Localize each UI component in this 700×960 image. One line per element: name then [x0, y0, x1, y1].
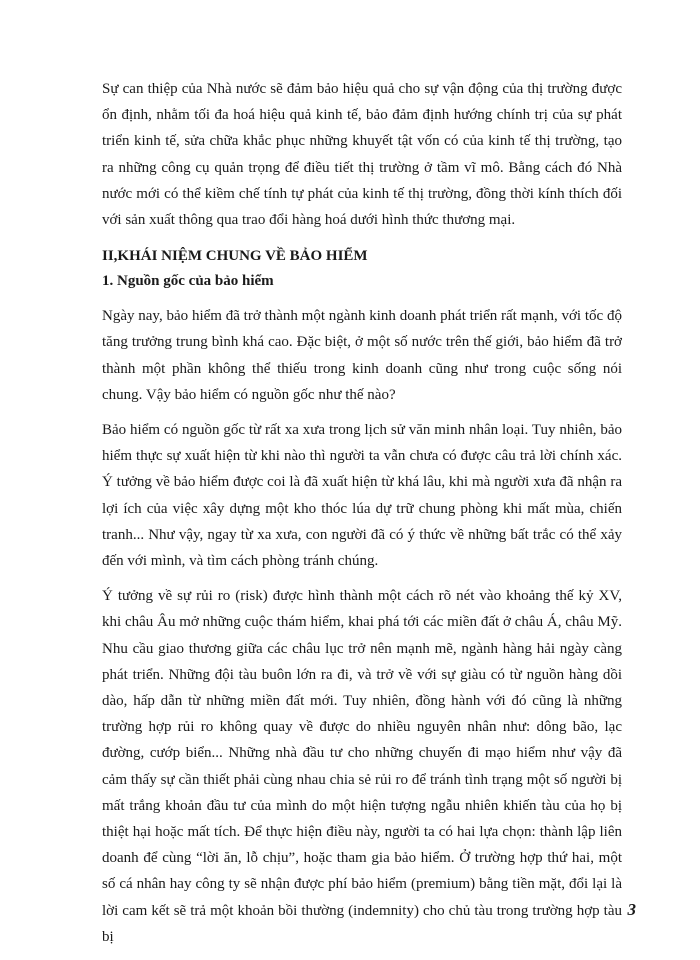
section-heading: II,KHÁI NIỆM CHUNG VỀ BẢO HIỂM — [102, 248, 368, 265]
intro-paragraph: Sự can thiệp của Nhà nước sẽ đảm bảo hiệu quả cho sự vận động của thị trường được ổn định, nhằm tối đa hoá hiệu quả kinh tế, bảo đảm định hướng chính trị của sự phát triển kinh tế, sửa chữa khắc phục những khuyết tật vốn có của kinh tế thị trường, tạo ra những công cụ quản trọng để điều tiết thị trường ở tầm vĩ mô. Bằng cách đó Nhà nước mới có thể kiềm chế tính tự phát của kinh tế thị trường, đồng thời kính thích đối với sản xuất thông qua trao đổi hàng hoá dưới hình thức thương mại. — [102, 81, 622, 229]
body-paragraph-2: Bảo hiểm có nguồn gốc từ rất xa xưa trong lịch sử văn minh nhân loại. Tuy nhiên, bảo hiểm thực sự xuất hiện từ khi nào thì người ta vẫn chưa có được câu trả lời chính xác. Ý tưởng về bảo hiểm được coi là đã xuất hiện từ khá lâu, khi mà người xưa đã nhận ra lợi ích của việc xây dựng một kho thóc lúa dự trữ chung phòng khi mất mùa, chiến tranh... Như vậy, ngay từ xa xưa, con người đã có ý thức về những bất trắc có thể xảy đến với mình, và tìm cách phòng tránh chúng. — [102, 422, 622, 570]
body-paragraph-3: Ý tưởng về sự rủi ro (risk) được hình thành một cách rõ nét vào khoảng thế kỷ XV, khi châu Âu mở những cuộc thám hiểm, khai phá tới các miền đất ở châu Á, châu Mỹ. Nhu cầu giao thương giữa các châu lục trở nên mạnh mẽ, ngành hàng hải ngày càng phát triển. Những đội tàu buôn lớn ra đi, và trở về với sự giàu có từ nguồn hàng dồi dào, hấp dẫn từ những miền đất mới. Tuy nhiên, đồng hành với đó cũng là những trường hợp rủi ro không quay về được do nhiều nguyên nhân như: dông bão, lạc đường, cướp biển... Những nhà đầu tư cho những chuyến đi mạo hiểm như vậy đã cảm thấy sự cần thiết phải cùng nhau chia sẻ rủi ro để tránh tình trạng một số người bị mất trắng khoản đầu tư của mình do một hiện tượng ngẫu nhiên khiến tàu của họ bị thiệt hại hoặc mất tích. Để thực hiện điều này, người ta có hai lựa chọn: thành lập liên doanh để cùng “lời ăn, lỗ chịu”, hoặc tham gia bảo hiểm. Ở trường hợp thứ hai, một số cá nhân hay công ty sẽ nhận được phí bảo hiểm (premium) bằng tiền mặt, đổi lại là lời cam kết sẽ trả một khoản bồi thường (indemnity) cho chủ tàu trong trường hợp tàu bị — [102, 588, 622, 945]
subsection-heading: 1. Nguồn gốc của bảo hiểm — [102, 273, 274, 290]
body-paragraph-1: Ngày nay, bảo hiểm đã trở thành một ngành kinh doanh phát triển rất mạnh, với tốc độ tăng trưởng trung bình khá cao. Đặc biệt, ở một số nước trên thế giới, bảo hiểm đã trở thành một phần không thể thiếu trong kinh doanh cũng như trong cuộc sống nói chung. Vậy bảo hiểm có nguồn gốc như thế nào? — [102, 308, 622, 403]
page-number: 3 — [627, 900, 636, 919]
document-page — [102, 76, 622, 950]
